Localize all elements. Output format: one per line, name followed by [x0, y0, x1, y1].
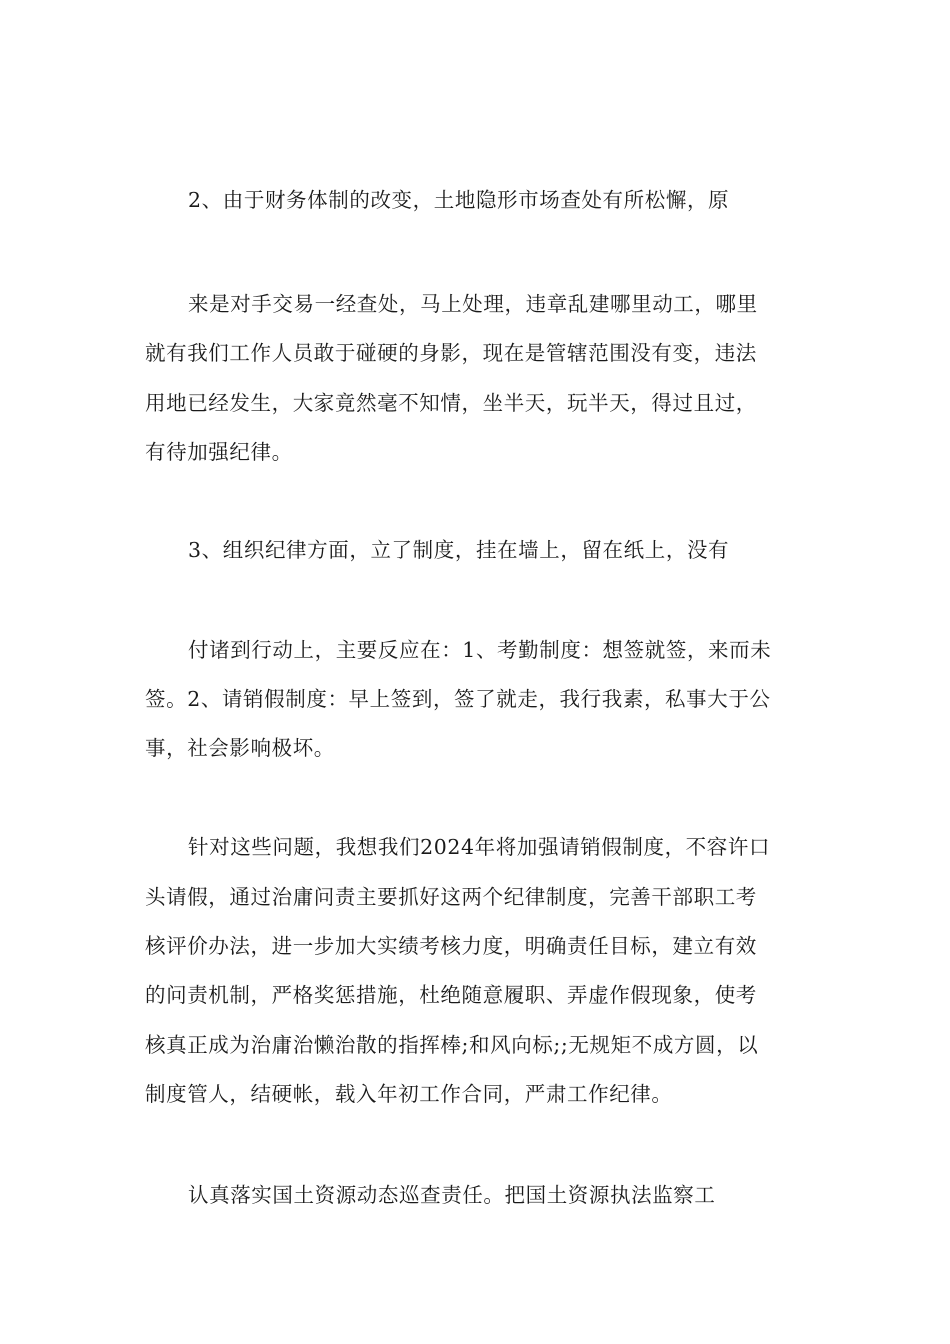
- paragraph-4-line-5: 核真正成为治庸治懒治散的指挥棒;和风向标;;无规矩不成方圆，以: [145, 1033, 759, 1057]
- paragraph-3-line-1: 3、组织纪律方面，立了制度，挂在墙上，留在纸上，没有: [188, 538, 730, 562]
- paragraph-2-line-2: 来是对手交易一经查处，马上处理，违章乱建哪里动工，哪里: [188, 292, 758, 316]
- paragraph-2-line-3: 就有我们工作人员敢于碰硬的身影，现在是管辖范围没有变，违法: [145, 341, 757, 365]
- paragraph-2-line-1: 2、由于财务体制的改变，土地隐形市场查处有所松懈，原: [188, 188, 730, 212]
- paragraph-4-line-1: 针对这些问题，我想我们2024年将加强请销假制度，不容许口: [188, 835, 771, 859]
- paragraph-3-line-4: 事，社会影响极坏。: [145, 736, 335, 760]
- paragraph-4-line-2: 头请假，通过治庸问责主要抓好这两个纪律制度，完善干部职工考: [145, 885, 757, 909]
- paragraph-2-line-5: 有待加强纪律。: [145, 440, 293, 464]
- paragraph-3-line-2: 付诸到行动上，主要反应在：1、考勤制度：想签就签，来而未: [188, 638, 772, 662]
- paragraph-4-line-6: 制度管人，结硬帐，载入年初工作合同，严肃工作纪律。: [145, 1082, 673, 1106]
- paragraph-3-line-3: 签。2、请销假制度：早上签到，签了就走，我行我素，私事大于公: [145, 687, 771, 711]
- paragraph-5-line-1: 认真落实国土资源动态巡查责任。把国土资源执法监察工: [188, 1183, 716, 1207]
- paragraph-4-line-4: 的问责机制，严格奖惩措施，杜绝随意履职、弄虚作假现象，使考: [145, 983, 757, 1007]
- paragraph-4-line-3: 核评价办法，进一步加大实绩考核力度，明确责任目标，建立有效: [145, 934, 757, 958]
- paragraph-2-line-4: 用地已经发生，大家竟然毫不知情，坐半天，玩半天，得过且过，: [145, 391, 757, 415]
